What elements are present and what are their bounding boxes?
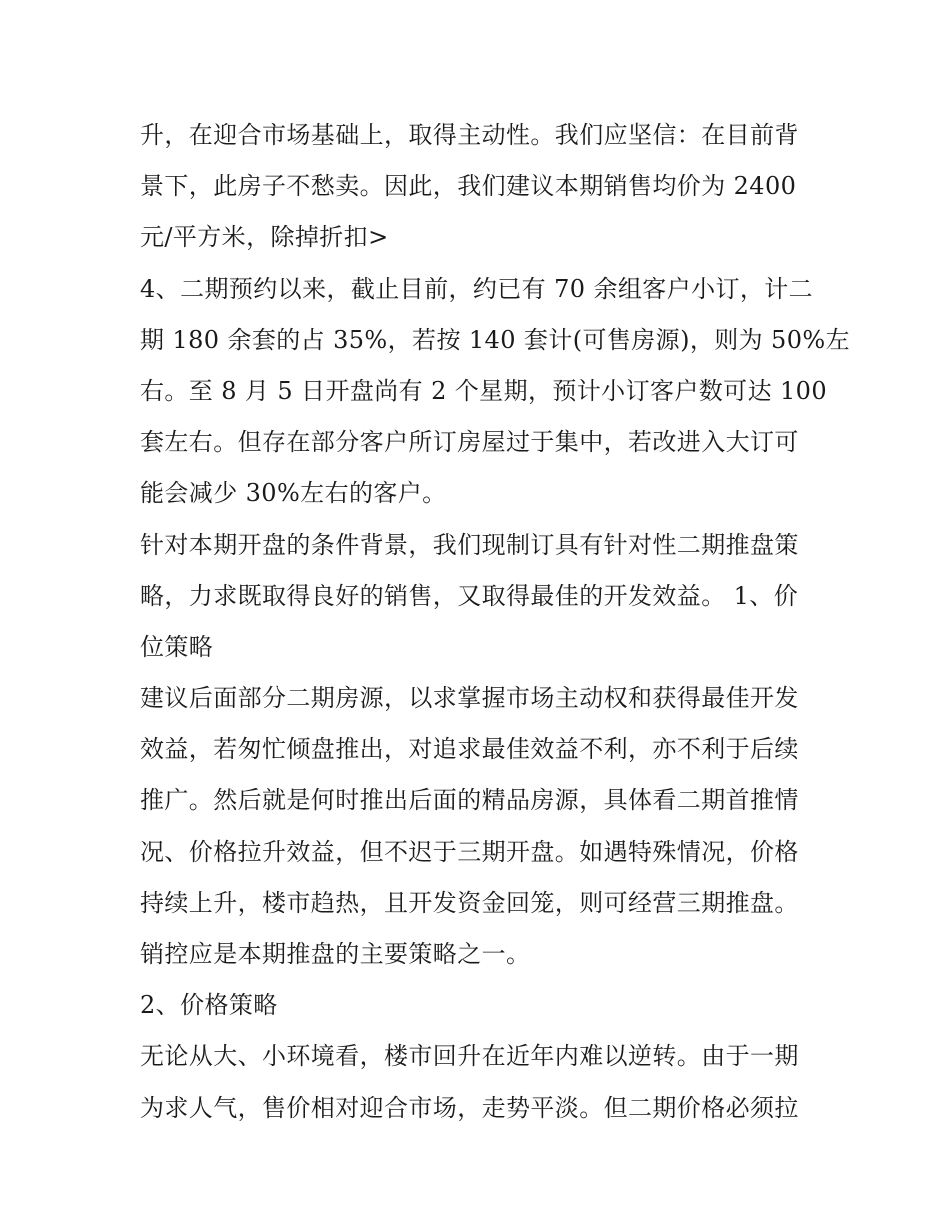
text-line: 元/平方米，除掉折扣> — [140, 223, 389, 252]
text-line: 无论从大、小环境看，楼市回升在近年内难以逆转。由于一期 — [140, 1042, 799, 1071]
text-line: 推广。然后就是何时推出后面的精品房源，具体看二期首推情 — [140, 786, 799, 815]
text-line: 右。至 8 月 5 日开盘尚有 2 个星期，预计小订客户数可达 100 — [140, 376, 828, 405]
text-line: 能会减少 30%左右的客户。 — [140, 479, 447, 508]
text-line: 套左右。但存在部分客户所订房屋过于集中，若改进入大订可 — [140, 428, 799, 457]
body-text — [140, 110, 851, 1134]
text-line: 升，在迎合市场基础上，取得主动性。我们应坚信：在目前背 — [140, 121, 799, 149]
text-line: 销控应是本期推盘的主要策略之一。 — [140, 940, 531, 968]
text-line: 针对本期开盘的条件背景，我们现制订具有针对性二期推盘策 — [140, 530, 799, 559]
text-line: 况、价格拉升效益，但不迟于三期开盘。如遇特殊情况，价格 — [140, 837, 799, 866]
text-line: 位策略 — [140, 632, 214, 661]
text-line: 持续上升，楼市趋热，且开发资金回笼，则可经营三期推盘。 — [140, 888, 799, 917]
text-line: 为求人气，售价相对迎合市场，走势平淡。但二期价格必须拉 — [140, 1093, 799, 1122]
text-line: 略，力求既取得良好的销售，又取得最佳的开发效益。 1、价 — [140, 581, 799, 610]
text-line: 期 180 余套的占 35%，若按 140 套计(可售房源)，则为 50%左 — [140, 325, 851, 354]
text-line: 4、二期预约以来，截止目前，约已有 70 余组客户小订，计二 — [140, 274, 814, 303]
text-line: 2、价格策略 — [140, 991, 278, 1020]
text-line: 景下，此房子不愁卖。因此，我们建议本期销售均价为 2400 — [140, 172, 797, 201]
text-line: 建议后面部分二期房源，以求掌握市场主动权和获得最佳开发 — [140, 684, 799, 713]
text-line: 效益，若匆忙倾盘推出，对追求最佳效益不利，亦不利于后续 — [140, 735, 799, 764]
